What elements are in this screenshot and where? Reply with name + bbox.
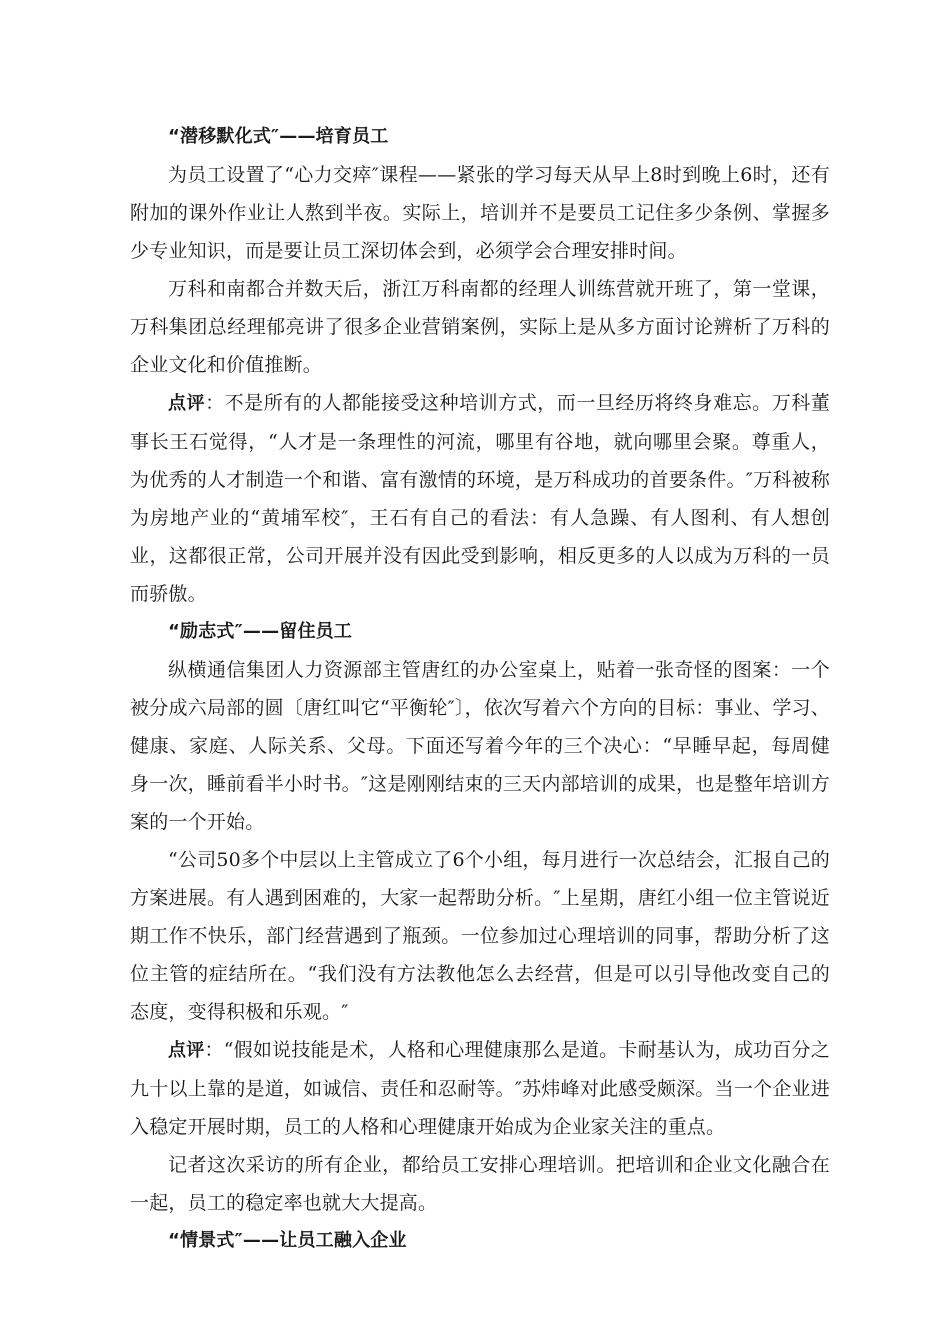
- comment-text: ：不是所有的人都能接受这种培训方式，而一旦经历将终身难忘。万科董事长王石觉得，“人才是一条理性的河流，哪里有谷地，就向哪里会聚。尊重人，为优秀的人才制造一个和谐、富有激情的环境，是万科成功的首要条件。″万科被称为房地产业的“黄埔军校″，王石有自己的看法：有人急躁、有人图利、有人想创业，这都很正常，公司开展并没有因此受到影响，相反更多的人以成为万科的一员而骄傲。: [130, 392, 830, 605]
- paragraph: “公司50多个中层以上主管成立了6个小组，每月进行一次总结会，汇报自己的方案进展。有人遇到困难的，大家一起帮助分析。″上星期，唐红小组一位主管说近期工作不快乐，部门经营遇到了瓶颈。一位参加过心理培训的同事，帮助分析了这位主管的症结所在。“我们没有方法教他怎么去经营，但是可以引导他改变自己的态度，变得积极和乐观。″: [130, 849, 830, 1023]
- paragraph: 记者这次采访的所有企业，都给员工安排心理培训。把培训和企业文化融合在一起，员工的稳定率也就大大提高。: [130, 1154, 830, 1214]
- section-heading-1: “潜移默化式″——培育员工: [168, 126, 389, 147]
- comment-label: 点评: [168, 393, 206, 414]
- comment-paragraph: [130, 384, 830, 613]
- comment-paragraph: [130, 1031, 830, 1146]
- document-body: [130, 118, 830, 1260]
- paragraph: 万科和南都合并数天后，浙江万科南都的经理人训练营就开班了，第一堂课，万科集团总经理郁亮讲了很多企业营销案例，实际上是从多方面讨论辨析了万科的企业文化和价值推断。: [130, 278, 830, 376]
- section-heading-2: “励志式″——留住员工: [168, 621, 353, 642]
- paragraph: 为员工设置了“心力交瘁″课程——紧张的学习每天从早上8时到晚上6时，还有附加的课外作业让人熬到半夜。实际上，培训并不是要员工记住多少条例、掌握多少专业知识，而是要让员工深切体会到，必须学会合理安排时间。: [130, 164, 830, 262]
- paragraph: 纵横通信集团人力资源部主管唐红的办公室桌上，贴着一张奇怪的图案：一个被分成六局部的圆〔唐红叫它“平衡轮″〕，依次写着六个方向的目标：事业、学习、健康、家庭、人际关系、父母。下面还写着今年的三个决心：“早睡早起，每周健身一次，睡前看半小时书。″这是刚刚结束的三天内部培训的成果，也是整年培训方案的一个开始。: [130, 659, 830, 833]
- comment-label: 点评: [168, 1040, 205, 1061]
- section-heading-3: “情景式″——让员工融入企业: [168, 1230, 407, 1251]
- comment-text: ：“假如说技能是术，人格和心理健康那么是道。卡耐基认为，成功百分之九十以上靠的是道，如诚信、责任和忍耐等。″苏炜峰对此感受颇深。当一个企业进入稳定开展时期，员工的人格和心理健康开始成为企业家关注的重点。: [130, 1039, 830, 1138]
